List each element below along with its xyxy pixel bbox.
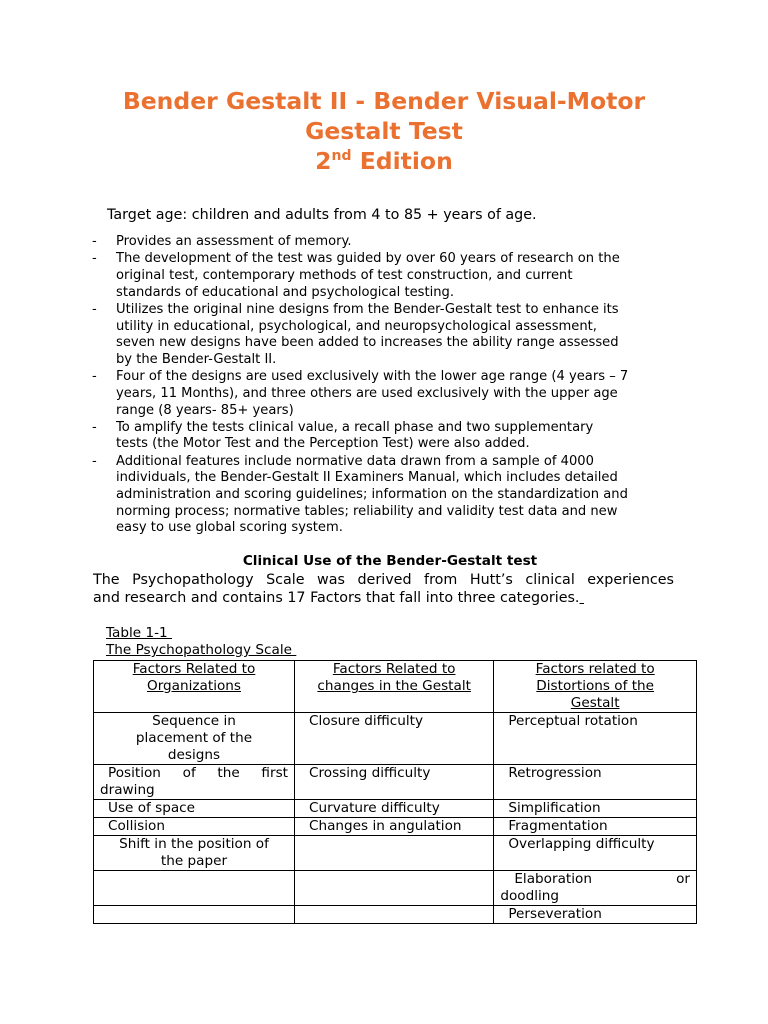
bullet-text: by the Bender-Gestalt II. (116, 351, 277, 367)
table-row (94, 836, 697, 871)
edition-superscript: nd (331, 148, 352, 164)
table-row (94, 906, 697, 924)
table-cell (494, 871, 697, 906)
bullet-marker: - (92, 251, 97, 267)
underlined-space (579, 590, 584, 606)
bullet-text: norming process; normative tables; reliability and validity test data and new (116, 503, 618, 519)
bullet-text: standards of educational and psychological testing. (116, 284, 455, 300)
paragraph-line (93, 589, 674, 607)
table-cell (295, 871, 494, 906)
header-line: Factors Related to (132, 661, 256, 677)
header-line: Distortions of the (536, 678, 655, 694)
table-cell: Collision (94, 818, 295, 836)
table-cell (94, 765, 295, 800)
header-line: Organizations (147, 678, 241, 694)
table-cell: Curvature difficulty (295, 800, 494, 818)
header-line: Factors related to (535, 661, 655, 677)
bullet-text: The development of the test was guided by over 60 years of research on the (116, 251, 620, 267)
edition-number: 2 (315, 147, 332, 175)
cell-line: doodling (500, 888, 560, 904)
clinical-use-heading: Clinical Use of the Bender-Gestalt test (242, 553, 538, 569)
header-line: Factors Related to (332, 661, 456, 677)
table-cell (94, 906, 295, 924)
bullet-text: Utilizes the original nine designs from the Bender-Gestalt test to enhance its (116, 301, 619, 317)
edition-word: Edition (351, 147, 453, 175)
bullet-marker: - (92, 301, 97, 317)
bullet-text: seven new designs have been added to increases the ability range assessed (116, 335, 619, 351)
bullet-marker: - (92, 453, 97, 469)
table-row (94, 713, 697, 765)
table-cell (94, 836, 295, 871)
bullet-text: Provides an assessment of memory. (116, 234, 352, 249)
bullet-item (92, 420, 682, 453)
paragraph-line: The Psychopathology Scale was derived from Hutt’s clinical experiences (93, 572, 674, 588)
table-header-row (94, 661, 697, 713)
table-cell: Overlapping difficulty (494, 836, 697, 871)
title-edition (0, 146, 768, 180)
title-line-1: Bender Gestalt II - Bender Visual-Motor (122, 87, 646, 115)
header-organizations (94, 661, 295, 713)
target-age-text: Target age: children and adults from 4 to 85 + years of age. (107, 207, 537, 223)
table-number: Table 1-1 (106, 625, 172, 641)
table-cell: Perceptual rotation (494, 713, 697, 765)
bullet-text: Additional features include normative data drawn from a sample of 4000 (116, 453, 594, 469)
cell-line: the paper (160, 853, 228, 869)
table-caption (106, 625, 296, 659)
table-cell: Use of space (94, 800, 295, 818)
bullet-marker: - (92, 234, 97, 249)
bullet-text: Four of the designs are used exclusively with the lower age range (4 years – 7 (116, 369, 629, 385)
table-row (94, 818, 697, 836)
bullet-text: To amplify the tests clinical value, a recall phase and two supplementary (116, 419, 594, 435)
table-cell (295, 836, 494, 871)
bullet-item (92, 234, 682, 251)
table-row (94, 765, 697, 800)
bullet-item (92, 454, 682, 538)
header-line: changes in the Gestalt (317, 678, 471, 694)
header-gestalt-changes (295, 661, 494, 713)
table-cell (295, 906, 494, 924)
cell-line: designs (167, 747, 221, 763)
document-title (0, 86, 768, 180)
bullet-item (92, 369, 682, 419)
bullet-marker: - (92, 419, 97, 435)
header-gestalt-distortions (494, 661, 697, 713)
cell-line: Sequence in (152, 713, 236, 729)
bullet-text: utility in educational, psychological, and neuropsychological assessment, (116, 318, 597, 334)
table-cell: Perseveration (494, 906, 697, 924)
table-cell (94, 871, 295, 906)
bullet-text: easy to use global scoring system. (116, 520, 343, 536)
cell-line: Shift in the position of (119, 836, 269, 852)
bullet-text: tests (the Motor Test and the Perception Test) were also added. (116, 436, 530, 452)
header-line: Gestalt (570, 695, 620, 711)
bullet-item (92, 302, 682, 369)
table-cell: Retrogression (494, 765, 697, 800)
bullet-item (92, 251, 682, 301)
psychopathology-scale-table (93, 660, 697, 924)
cell-line: Elaboration or (514, 871, 690, 887)
table-cell: Simplification (494, 800, 697, 818)
bullet-text: years, 11 Months), and three others are used exclusively with the upper age (116, 385, 618, 401)
feature-bullet-list (92, 234, 682, 538)
bullet-text: administration and scoring guidelines; information on the standardization and (116, 487, 628, 503)
cell-line: drawing (100, 782, 155, 798)
bullet-text: range (8 years- 85+ years) (116, 402, 294, 418)
table-cell: Fragmentation (494, 818, 697, 836)
table-title: The Psychopathology Scale (106, 642, 297, 658)
table-cell: Crossing difficulty (295, 765, 494, 800)
cell-line: Position of the first (108, 765, 288, 781)
paragraph-line-text: and research and contains 17 Factors that fall into three categories. (93, 590, 580, 606)
table-row (94, 871, 697, 906)
bullet-text: individuals, the Bender-Gestalt II Examiners Manual, which includes detailed (116, 470, 618, 486)
table-cell: Changes in angulation (295, 818, 494, 836)
table-row (94, 800, 697, 818)
table-cell (94, 713, 295, 765)
bullet-marker: - (92, 369, 97, 385)
bullet-text: original test, contemporary methods of test construction, and current (116, 267, 573, 283)
cell-line: placement of the (135, 730, 253, 746)
title-line-2: Gestalt Test (305, 117, 463, 145)
clinical-use-paragraph (93, 571, 674, 607)
table-cell: Closure difficulty (295, 713, 494, 765)
